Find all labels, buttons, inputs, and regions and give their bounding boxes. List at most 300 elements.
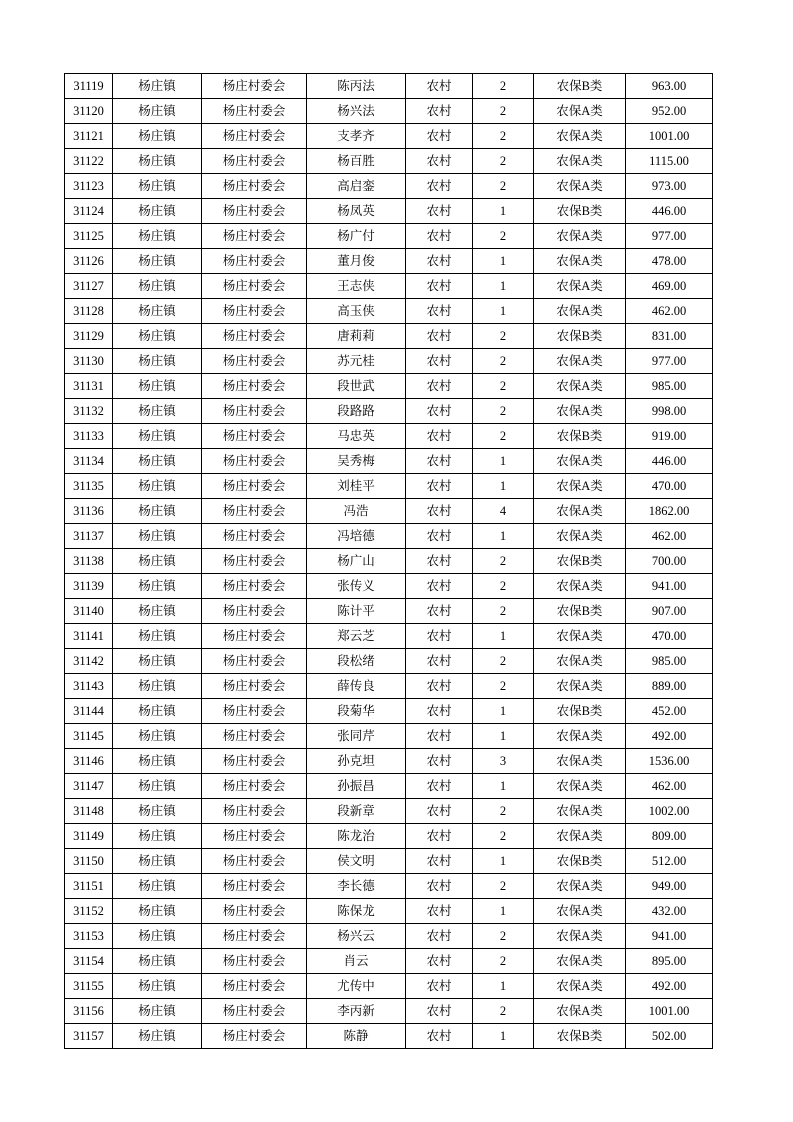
cell-count: 2: [473, 874, 534, 899]
cell-town: 杨庄镇: [113, 699, 202, 724]
cell-id: 31119: [65, 74, 113, 99]
cell-village: 杨庄村委会: [202, 649, 307, 674]
cell-town: 杨庄镇: [113, 649, 202, 674]
cell-name: 杨广山: [307, 549, 406, 574]
cell-amount: 446.00: [626, 449, 713, 474]
cell-town: 杨庄镇: [113, 949, 202, 974]
cell-type: 农村: [406, 274, 473, 299]
cell-town: 杨庄镇: [113, 524, 202, 549]
cell-name: 侯文明: [307, 849, 406, 874]
cell-count: 1: [473, 274, 534, 299]
cell-category: 农保B类: [534, 199, 626, 224]
cell-name: 尤传中: [307, 974, 406, 999]
cell-village: 杨庄村委会: [202, 124, 307, 149]
cell-town: 杨庄镇: [113, 674, 202, 699]
table-row: [65, 324, 713, 349]
cell-category: 农保A类: [534, 624, 626, 649]
cell-category: 农保A类: [534, 974, 626, 999]
cell-village: 杨庄村委会: [202, 674, 307, 699]
cell-name: 孙振昌: [307, 774, 406, 799]
cell-id: 31156: [65, 999, 113, 1024]
cell-village: 杨庄村委会: [202, 149, 307, 174]
cell-name: 杨广付: [307, 224, 406, 249]
table-row: [65, 449, 713, 474]
cell-amount: 469.00: [626, 274, 713, 299]
cell-id: 31125: [65, 224, 113, 249]
cell-count: 2: [473, 174, 534, 199]
cell-town: 杨庄镇: [113, 824, 202, 849]
cell-name: 薛传良: [307, 674, 406, 699]
cell-count: 1: [473, 524, 534, 549]
cell-count: 1: [473, 249, 534, 274]
cell-type: 农村: [406, 974, 473, 999]
cell-category: 农保A类: [534, 249, 626, 274]
cell-village: 杨庄村委会: [202, 949, 307, 974]
cell-id: 31135: [65, 474, 113, 499]
cell-village: 杨庄村委会: [202, 599, 307, 624]
cell-name: 唐莉莉: [307, 324, 406, 349]
cell-amount: 1001.00: [626, 124, 713, 149]
cell-count: 2: [473, 999, 534, 1024]
cell-count: 1: [473, 699, 534, 724]
cell-type: 农村: [406, 349, 473, 374]
cell-town: 杨庄镇: [113, 624, 202, 649]
cell-type: 农村: [406, 224, 473, 249]
cell-id: 31138: [65, 549, 113, 574]
cell-amount: 470.00: [626, 474, 713, 499]
cell-id: 31123: [65, 174, 113, 199]
cell-amount: 502.00: [626, 1024, 713, 1049]
table-row: [65, 724, 713, 749]
table-row: [65, 774, 713, 799]
cell-town: 杨庄镇: [113, 424, 202, 449]
cell-id: 31140: [65, 599, 113, 624]
cell-type: 农村: [406, 249, 473, 274]
cell-id: 31153: [65, 924, 113, 949]
cell-id: 31133: [65, 424, 113, 449]
table-row: [65, 824, 713, 849]
cell-category: 农保A类: [534, 224, 626, 249]
cell-name: 马忠英: [307, 424, 406, 449]
cell-id: 31154: [65, 949, 113, 974]
cell-count: 2: [473, 599, 534, 624]
cell-village: 杨庄村委会: [202, 424, 307, 449]
cell-town: 杨庄镇: [113, 199, 202, 224]
cell-type: 农村: [406, 474, 473, 499]
cell-name: 冯培德: [307, 524, 406, 549]
cell-village: 杨庄村委会: [202, 249, 307, 274]
cell-amount: 446.00: [626, 199, 713, 224]
table-row: [65, 924, 713, 949]
cell-village: 杨庄村委会: [202, 799, 307, 824]
cell-name: 杨兴法: [307, 99, 406, 124]
cell-village: 杨庄村委会: [202, 524, 307, 549]
cell-village: 杨庄村委会: [202, 499, 307, 524]
cell-count: 1: [473, 899, 534, 924]
cell-category: 农保A类: [534, 499, 626, 524]
table-row: [65, 174, 713, 199]
cell-category: 农保A类: [534, 874, 626, 899]
cell-name: 吴秀梅: [307, 449, 406, 474]
cell-name: 段世武: [307, 374, 406, 399]
table-row: [65, 649, 713, 674]
cell-name: 陈计平: [307, 599, 406, 624]
cell-village: 杨庄村委会: [202, 874, 307, 899]
cell-count: 2: [473, 674, 534, 699]
cell-town: 杨庄镇: [113, 249, 202, 274]
cell-amount: 907.00: [626, 599, 713, 624]
cell-amount: 700.00: [626, 549, 713, 574]
cell-name: 高玉侠: [307, 299, 406, 324]
cell-amount: 470.00: [626, 624, 713, 649]
cell-village: 杨庄村委会: [202, 749, 307, 774]
cell-town: 杨庄镇: [113, 799, 202, 824]
cell-count: 1: [473, 199, 534, 224]
table-row: [65, 374, 713, 399]
cell-village: 杨庄村委会: [202, 449, 307, 474]
table-row: [65, 974, 713, 999]
cell-category: 农保A类: [534, 674, 626, 699]
cell-name: 肖云: [307, 949, 406, 974]
cell-category: 农保A类: [534, 799, 626, 824]
cell-amount: 462.00: [626, 774, 713, 799]
cell-type: 农村: [406, 549, 473, 574]
cell-amount: 1115.00: [626, 149, 713, 174]
cell-id: 31120: [65, 99, 113, 124]
cell-town: 杨庄镇: [113, 274, 202, 299]
cell-id: 31122: [65, 149, 113, 174]
cell-category: 农保A类: [534, 349, 626, 374]
cell-town: 杨庄镇: [113, 849, 202, 874]
cell-name: 支孝齐: [307, 124, 406, 149]
cell-amount: 973.00: [626, 174, 713, 199]
cell-id: 31147: [65, 774, 113, 799]
cell-name: 刘桂平: [307, 474, 406, 499]
cell-type: 农村: [406, 849, 473, 874]
cell-id: 31148: [65, 799, 113, 824]
cell-category: 农保B类: [534, 849, 626, 874]
cell-amount: 462.00: [626, 524, 713, 549]
cell-name: 董月俊: [307, 249, 406, 274]
cell-category: 农保A类: [534, 899, 626, 924]
table-row: [65, 549, 713, 574]
table-row: [65, 899, 713, 924]
cell-count: 2: [473, 399, 534, 424]
cell-town: 杨庄镇: [113, 599, 202, 624]
cell-count: 3: [473, 749, 534, 774]
cell-town: 杨庄镇: [113, 174, 202, 199]
table-row: [65, 524, 713, 549]
cell-count: 2: [473, 224, 534, 249]
cell-type: 农村: [406, 749, 473, 774]
cell-type: 农村: [406, 899, 473, 924]
cell-category: 农保B类: [534, 599, 626, 624]
cell-name: 陈龙治: [307, 824, 406, 849]
cell-type: 农村: [406, 674, 473, 699]
cell-type: 农村: [406, 624, 473, 649]
cell-amount: 985.00: [626, 649, 713, 674]
cell-count: 1: [473, 624, 534, 649]
cell-type: 农村: [406, 74, 473, 99]
table-row: [65, 424, 713, 449]
cell-name: 段松绪: [307, 649, 406, 674]
cell-count: 2: [473, 324, 534, 349]
cell-town: 杨庄镇: [113, 924, 202, 949]
cell-town: 杨庄镇: [113, 399, 202, 424]
cell-id: 31142: [65, 649, 113, 674]
cell-category: 农保A类: [534, 299, 626, 324]
cell-count: 2: [473, 574, 534, 599]
cell-village: 杨庄村委会: [202, 624, 307, 649]
cell-amount: 452.00: [626, 699, 713, 724]
cell-town: 杨庄镇: [113, 324, 202, 349]
table-row: [65, 99, 713, 124]
cell-town: 杨庄镇: [113, 549, 202, 574]
cell-id: 31155: [65, 974, 113, 999]
cell-town: 杨庄镇: [113, 899, 202, 924]
cell-category: 农保A类: [534, 274, 626, 299]
table-row: [65, 349, 713, 374]
cell-count: 2: [473, 349, 534, 374]
cell-town: 杨庄镇: [113, 449, 202, 474]
cell-count: 2: [473, 74, 534, 99]
cell-town: 杨庄镇: [113, 774, 202, 799]
cell-village: 杨庄村委会: [202, 574, 307, 599]
cell-amount: 1536.00: [626, 749, 713, 774]
cell-amount: 952.00: [626, 99, 713, 124]
cell-village: 杨庄村委会: [202, 824, 307, 849]
table-row: [65, 599, 713, 624]
cell-village: 杨庄村委会: [202, 349, 307, 374]
cell-type: 农村: [406, 924, 473, 949]
table-row: [65, 299, 713, 324]
cell-amount: 941.00: [626, 574, 713, 599]
cell-amount: 512.00: [626, 849, 713, 874]
cell-id: 31144: [65, 699, 113, 724]
cell-count: 1: [473, 724, 534, 749]
table-row: [65, 274, 713, 299]
cell-amount: 985.00: [626, 374, 713, 399]
cell-id: 31131: [65, 374, 113, 399]
cell-amount: 478.00: [626, 249, 713, 274]
cell-type: 农村: [406, 799, 473, 824]
cell-type: 农村: [406, 649, 473, 674]
cell-amount: 889.00: [626, 674, 713, 699]
cell-amount: 977.00: [626, 224, 713, 249]
cell-category: 农保B类: [534, 424, 626, 449]
cell-name: 郑云芝: [307, 624, 406, 649]
cell-category: 农保A类: [534, 374, 626, 399]
cell-id: 31150: [65, 849, 113, 874]
cell-amount: 809.00: [626, 824, 713, 849]
cell-count: 1: [473, 774, 534, 799]
cell-category: 农保A类: [534, 174, 626, 199]
cell-village: 杨庄村委会: [202, 74, 307, 99]
cell-village: 杨庄村委会: [202, 399, 307, 424]
cell-town: 杨庄镇: [113, 99, 202, 124]
cell-category: 农保A类: [534, 999, 626, 1024]
cell-town: 杨庄镇: [113, 149, 202, 174]
table-row: [65, 749, 713, 774]
cell-id: 31151: [65, 874, 113, 899]
cell-name: 张传义: [307, 574, 406, 599]
cell-type: 农村: [406, 574, 473, 599]
cell-type: 农村: [406, 199, 473, 224]
cell-count: 1: [473, 1024, 534, 1049]
cell-town: 杨庄镇: [113, 74, 202, 99]
cell-count: 2: [473, 649, 534, 674]
cell-name: 陈丙法: [307, 74, 406, 99]
cell-amount: 963.00: [626, 74, 713, 99]
cell-village: 杨庄村委会: [202, 299, 307, 324]
table-body: [65, 74, 713, 1049]
cell-category: 农保A类: [534, 449, 626, 474]
cell-count: 2: [473, 149, 534, 174]
table-row: [65, 674, 713, 699]
cell-count: 1: [473, 449, 534, 474]
cell-id: 31157: [65, 1024, 113, 1049]
cell-category: 农保A类: [534, 149, 626, 174]
cell-count: 2: [473, 374, 534, 399]
cell-category: 农保A类: [534, 724, 626, 749]
cell-amount: 998.00: [626, 399, 713, 424]
cell-amount: 1862.00: [626, 499, 713, 524]
cell-category: 农保A类: [534, 474, 626, 499]
cell-category: 农保A类: [534, 399, 626, 424]
cell-category: 农保B类: [534, 699, 626, 724]
cell-count: 1: [473, 474, 534, 499]
cell-count: 1: [473, 299, 534, 324]
cell-name: 杨兴云: [307, 924, 406, 949]
cell-name: 陈保龙: [307, 899, 406, 924]
cell-name: 张同芹: [307, 724, 406, 749]
cell-id: 31139: [65, 574, 113, 599]
cell-amount: 462.00: [626, 299, 713, 324]
cell-name: 冯浩: [307, 499, 406, 524]
table-row: [65, 799, 713, 824]
cell-town: 杨庄镇: [113, 474, 202, 499]
cell-amount: 1001.00: [626, 999, 713, 1024]
cell-count: 2: [473, 549, 534, 574]
cell-category: 农保B类: [534, 324, 626, 349]
cell-id: 31121: [65, 124, 113, 149]
cell-town: 杨庄镇: [113, 724, 202, 749]
cell-type: 农村: [406, 949, 473, 974]
cell-name: 段新章: [307, 799, 406, 824]
cell-village: 杨庄村委会: [202, 924, 307, 949]
cell-type: 农村: [406, 599, 473, 624]
cell-town: 杨庄镇: [113, 224, 202, 249]
cell-village: 杨庄村委会: [202, 974, 307, 999]
cell-id: 31141: [65, 624, 113, 649]
cell-village: 杨庄村委会: [202, 724, 307, 749]
cell-town: 杨庄镇: [113, 499, 202, 524]
table-row: [65, 999, 713, 1024]
table-row: [65, 224, 713, 249]
table-row: [65, 1024, 713, 1049]
cell-name: 杨凤英: [307, 199, 406, 224]
cell-amount: 977.00: [626, 349, 713, 374]
cell-category: 农保A类: [534, 774, 626, 799]
cell-category: 农保A类: [534, 749, 626, 774]
cell-category: 农保A类: [534, 649, 626, 674]
cell-town: 杨庄镇: [113, 574, 202, 599]
cell-village: 杨庄村委会: [202, 199, 307, 224]
cell-id: 31134: [65, 449, 113, 474]
cell-village: 杨庄村委会: [202, 324, 307, 349]
cell-category: 农保A类: [534, 824, 626, 849]
table-row: [65, 199, 713, 224]
cell-id: 31127: [65, 274, 113, 299]
table-row: [65, 624, 713, 649]
cell-category: 农保A类: [534, 924, 626, 949]
cell-id: 31132: [65, 399, 113, 424]
cell-type: 农村: [406, 299, 473, 324]
cell-name: 李丙新: [307, 999, 406, 1024]
cell-amount: 919.00: [626, 424, 713, 449]
cell-name: 苏元桂: [307, 349, 406, 374]
table-row: [65, 124, 713, 149]
cell-count: 2: [473, 924, 534, 949]
cell-type: 农村: [406, 174, 473, 199]
cell-type: 农村: [406, 424, 473, 449]
cell-village: 杨庄村委会: [202, 899, 307, 924]
cell-type: 农村: [406, 824, 473, 849]
cell-village: 杨庄村委会: [202, 1024, 307, 1049]
cell-village: 杨庄村委会: [202, 224, 307, 249]
table-row: [65, 474, 713, 499]
cell-amount: 1002.00: [626, 799, 713, 824]
table-row: [65, 149, 713, 174]
cell-id: 31145: [65, 724, 113, 749]
cell-count: 2: [473, 124, 534, 149]
cell-count: 2: [473, 424, 534, 449]
cell-id: 31128: [65, 299, 113, 324]
cell-amount: 895.00: [626, 949, 713, 974]
cell-amount: 831.00: [626, 324, 713, 349]
cell-id: 31124: [65, 199, 113, 224]
cell-town: 杨庄镇: [113, 349, 202, 374]
cell-name: 孙克坦: [307, 749, 406, 774]
cell-type: 农村: [406, 499, 473, 524]
cell-id: 31149: [65, 824, 113, 849]
cell-town: 杨庄镇: [113, 749, 202, 774]
cell-village: 杨庄村委会: [202, 699, 307, 724]
cell-name: 王志侠: [307, 274, 406, 299]
cell-name: 陈静: [307, 1024, 406, 1049]
table-row: [65, 949, 713, 974]
cell-category: 农保B类: [534, 1024, 626, 1049]
cell-town: 杨庄镇: [113, 974, 202, 999]
cell-town: 杨庄镇: [113, 374, 202, 399]
cell-amount: 941.00: [626, 924, 713, 949]
cell-village: 杨庄村委会: [202, 99, 307, 124]
cell-type: 农村: [406, 449, 473, 474]
cell-count: 2: [473, 799, 534, 824]
cell-town: 杨庄镇: [113, 1024, 202, 1049]
cell-id: 31136: [65, 499, 113, 524]
table-row: [65, 399, 713, 424]
cell-count: 1: [473, 974, 534, 999]
cell-category: 农保A类: [534, 949, 626, 974]
cell-count: 1: [473, 849, 534, 874]
cell-id: 31143: [65, 674, 113, 699]
cell-name: 杨百胜: [307, 149, 406, 174]
table-row: [65, 699, 713, 724]
cell-amount: 492.00: [626, 724, 713, 749]
cell-village: 杨庄村委会: [202, 374, 307, 399]
cell-category: 农保A类: [534, 574, 626, 599]
